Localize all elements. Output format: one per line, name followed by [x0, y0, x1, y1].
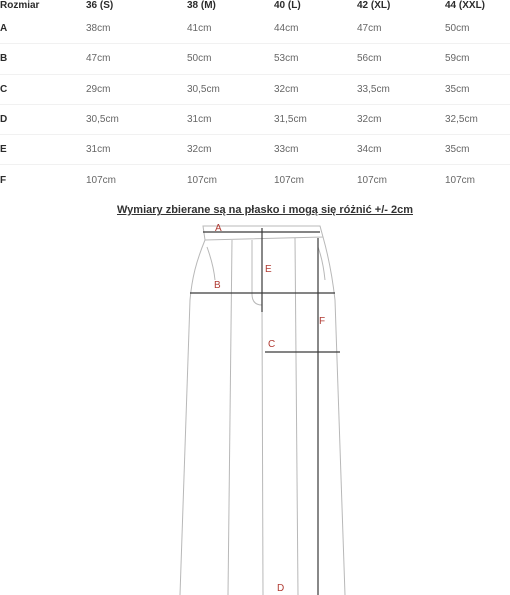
right-pleat: [295, 238, 298, 595]
table-cell: 107cm: [86, 165, 187, 195]
table-cell: 47cm: [357, 23, 382, 35]
table-cell: 31cm: [187, 104, 274, 134]
row-label: E: [0, 135, 86, 165]
row-label: C: [0, 74, 86, 104]
table-cell: 35cm: [445, 135, 510, 165]
fly-stitch: [252, 240, 262, 305]
measurement-lines: [190, 228, 340, 595]
header-size-36: 36 (S): [86, 0, 114, 11]
table-cell: 35cm: [445, 74, 510, 104]
table-cell: 32,5cm: [445, 104, 510, 134]
table-cell: 29cm: [86, 74, 187, 104]
table-cell: 32cm: [187, 135, 274, 165]
table-cell: 107cm: [445, 165, 510, 195]
table-cell: 50cm: [445, 23, 470, 35]
table-cell: 32cm: [357, 104, 445, 134]
measurement-labels: [214, 223, 325, 594]
inseam: [262, 305, 263, 595]
table-cell: 107cm: [357, 165, 445, 195]
row-label: A: [0, 23, 8, 35]
label-a: A: [215, 223, 222, 234]
table-cell: 30,5cm: [86, 104, 187, 134]
table-cell: 32cm: [274, 74, 357, 104]
table-cell: 31,5cm: [274, 104, 357, 134]
table-cell: 50cm: [187, 44, 274, 74]
table-cell: 47cm: [86, 44, 187, 74]
table-cell: 31cm: [86, 135, 187, 165]
table-cell: 59cm: [445, 44, 510, 74]
row-label: B: [0, 44, 86, 74]
table-cell: 33cm: [274, 135, 357, 165]
right-outer-seam: [323, 237, 345, 595]
table-cell: 30,5cm: [187, 74, 274, 104]
right-pocket: [318, 247, 325, 280]
label-b: B: [214, 280, 221, 291]
header-size-42: 42 (XL): [357, 0, 391, 11]
header-size-label: Rozmiar: [0, 0, 40, 11]
measurement-note: Wymiary zbierane są na płasko i mogą się różnić +/- 2cm: [116, 204, 413, 216]
table-cell: 33,5cm: [357, 74, 445, 104]
header-size-40: 40 (L): [274, 0, 301, 11]
table-cell: 38cm: [86, 23, 111, 35]
label-d: D: [277, 583, 285, 594]
table-cell: 41cm: [187, 23, 212, 35]
label-e: E: [265, 264, 272, 275]
label-c: C: [268, 339, 276, 350]
row-label: D: [0, 104, 86, 134]
table-cell: 34cm: [357, 135, 445, 165]
table-cell: 107cm: [187, 165, 274, 195]
row-label: F: [0, 165, 86, 195]
table-cell: 107cm: [274, 165, 357, 195]
table-cell: 53cm: [274, 44, 357, 74]
table-cell: 56cm: [357, 44, 445, 74]
label-f: F: [319, 316, 326, 327]
table-cell: 44cm: [274, 23, 299, 35]
left-pocket: [207, 247, 215, 280]
header-size-44: 44 (XXL): [445, 0, 486, 11]
header-size-38: 38 (M): [187, 0, 216, 11]
